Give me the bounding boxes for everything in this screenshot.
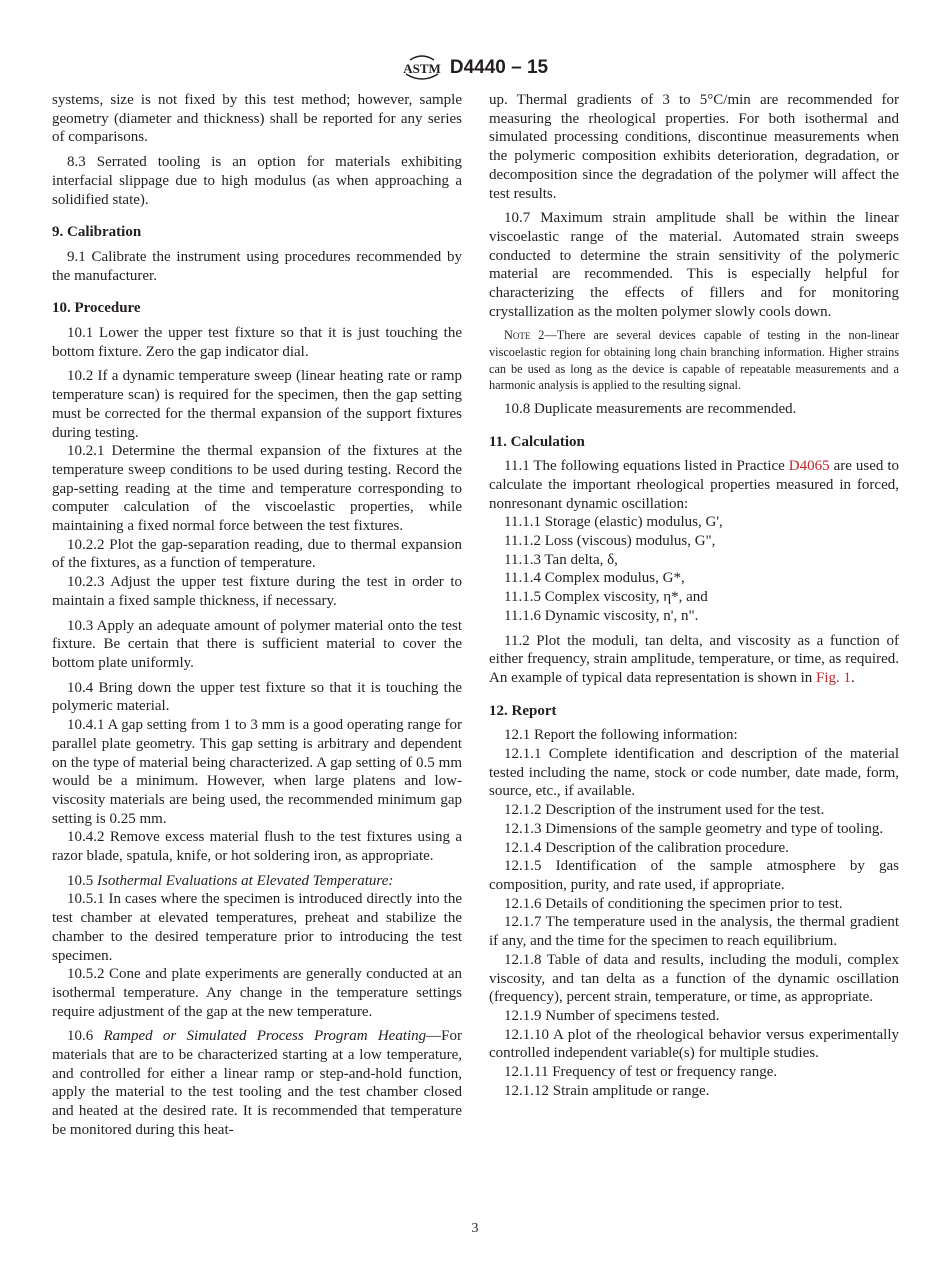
page-header xyxy=(0,54,950,82)
paragraph-group xyxy=(52,679,462,866)
section-heading: 11. Calculation xyxy=(489,433,585,450)
text-span: 12.1.3 Dimensions of the sample geometry and type of tooling. xyxy=(504,820,884,837)
text-span: 10.1 Lower the upper test fixture so that it is just touching the bottom fixture. Zero the gap indicator dial. xyxy=(52,325,462,360)
text-span: 10.7 Maximum strain amplitude shall be within the linear viscoelastic range of the material. Automated strain sweeps conducted to determine the strain sensitivity of the polymeric material are recommended. This is especially helpful for characterizing the effects of fillers and for monitoring crystallization as the molten polymer slowly cools down. xyxy=(489,210,899,320)
paragraph xyxy=(489,532,899,551)
paragraph xyxy=(52,828,462,865)
paragraph-group xyxy=(489,726,899,1100)
paragraph xyxy=(489,513,899,532)
text-span: 12.1.10 A plot of the rheological behavior versus experimentally controlled independent variable(s) for multiple studies. xyxy=(489,1026,899,1062)
paragraph xyxy=(489,1026,899,1063)
paragraph xyxy=(489,607,899,626)
text-span: 10.2.1 Determine the thermal expansion of the fixtures at the temperature sweep conditions to be used during testing. Record the gap-setting reading at the time and temperature corresponding to computer calculation of the viscoelastic properties, while maintaining a fixed normal force between the test fixtures. xyxy=(52,443,462,535)
text-span: 10.6 xyxy=(67,1028,104,1045)
document-designation: D4440 – 15 xyxy=(449,57,549,78)
paragraph xyxy=(489,820,899,839)
text-span: 11.1.2 Loss (viscous) modulus, G", xyxy=(504,533,716,550)
paragraph xyxy=(489,400,899,419)
text-span: —For materials that are to be characterized starting at a low temperature, and controlled for either a linear ramp or step-and-hold function, apply the material to the test tooling and the test chamber closed and heated at the desired rate. It is recommended that temperature be monitored during this heat- xyxy=(52,1028,463,1138)
paragraph-group xyxy=(52,617,462,673)
paragraph-group xyxy=(52,248,462,285)
paragraph xyxy=(489,726,899,745)
text-span: 12.1.4 Description of the calibration procedure. xyxy=(504,839,789,856)
section-heading: 12. Report xyxy=(489,702,557,719)
paragraph xyxy=(52,890,462,965)
text-span: . xyxy=(851,669,855,686)
text-span: 8.3 Serrated tooling is an option for materials exhibiting interfacial slippage due to high modulus (as when approaching a solidified state). xyxy=(52,154,462,208)
left-column xyxy=(52,91,462,1146)
text-span: Ramped or Simulated Process Program Heating xyxy=(103,1028,427,1045)
text-span: 11.1.5 Complex viscosity, η*, and xyxy=(504,589,708,606)
text-span: 11.1.1 Storage (elastic) modulus, G', xyxy=(504,514,723,531)
text-span: 12.1 Report the following information: xyxy=(504,727,738,744)
paragraph-group xyxy=(52,367,462,610)
paragraph xyxy=(489,91,899,203)
text-span: 10.4.1 A gap setting from 1 to 3 mm is a good operating range for parallel plate geometry. This gap setting is arbitrary and dependent on the type of material being characterized. A gap setting of 0.5 mm would be a minimum. However, when large platens and low-viscosity materials are being used, the recommended minimum gap setting is 0.25 mm. xyxy=(52,717,462,827)
paragraph-group xyxy=(489,400,899,419)
paragraph xyxy=(52,536,462,573)
text-span: 10.5.1 In cases where the specimen is introduced directly into the test chamber at elevated temperatures, preheat and stabilize the chamber to the desired temperature prior to introducing the test specimen. xyxy=(52,891,462,964)
paragraph-group xyxy=(489,209,899,321)
text-span: 12.1.11 Frequency of test or frequency range. xyxy=(504,1064,778,1081)
astm-logo xyxy=(402,54,442,82)
paragraph-group xyxy=(489,91,899,203)
text-span: 10.2 If a dynamic temperature sweep (linear heating rate or ramp temperature scan) is required for the specimen, then the gap setting must be corrected for the thermal expansion of the support fixtures during testing. xyxy=(52,368,462,441)
text-span: 10.5.2 Cone and plate experiments are generally conducted at an isothermal temperature. Any change in the temperature settings require adjustment of the gap at the new temperature. xyxy=(52,966,462,1020)
paragraph xyxy=(489,857,899,894)
text-span: 9.1 Calibrate the instrument using procedures recommended by the manufacturer. xyxy=(52,248,462,284)
reference-link[interactable]: D4065 xyxy=(788,458,830,475)
text-span: up. Thermal gradients of 3 to 5°C/min are recommended for measuring the rheological properties. For both isothermal and simulated processing conditions, discontinue measurements when the polymeric composition exhibits deterioration, degradation, or decomposition since the degradation of the polymer will affect the test results. xyxy=(489,92,899,202)
text-span: 12.1.7 The temperature used in the analysis, the thermal gradient if any, and the time for the specimen to reach equilibrium. xyxy=(489,914,899,950)
paragraph xyxy=(489,1007,899,1026)
paragraph-group xyxy=(52,1027,462,1139)
paragraph xyxy=(489,839,899,858)
note-label: Note 2 xyxy=(504,328,545,343)
paragraph xyxy=(52,965,462,1021)
text-span: Isothermal Evaluations at Elevated Temperature: xyxy=(97,872,394,889)
paragraph xyxy=(489,588,899,607)
paragraph-group xyxy=(52,872,462,1022)
paragraph xyxy=(52,573,462,610)
text-span: 10.4.2 Remove excess material flush to the test fixtures using a razor blade, spatula, knife, or hot soldering iron, as appropriate. xyxy=(52,829,462,865)
text-span: 12.1.2 Description of the instrument used for the test. xyxy=(504,802,825,819)
paragraph-group xyxy=(489,632,899,688)
reference-link[interactable]: Fig. 1 xyxy=(816,669,852,686)
paragraph xyxy=(489,895,899,914)
paragraph xyxy=(52,1027,462,1139)
paragraph xyxy=(52,91,462,147)
text-span: 12.1.1 Complete identification and description of the material tested including the name, stock or code number, date made, form, source, etc., if available. xyxy=(489,746,899,800)
note xyxy=(489,327,899,393)
paragraph-group xyxy=(52,91,462,147)
svg-text:ASTM: ASTM xyxy=(403,61,441,76)
paragraph xyxy=(489,745,899,801)
paragraph xyxy=(52,442,462,536)
paragraph xyxy=(52,617,462,673)
text-span: 10.4 Bring down the upper test fixture so that it is touching the polymeric material. xyxy=(52,679,462,715)
paragraph-group xyxy=(489,457,899,625)
text-span: 12.1.6 Details of conditioning the specimen prior to test. xyxy=(504,895,843,912)
text-span: 10.8 Duplicate measurements are recommended. xyxy=(504,400,797,417)
paragraph xyxy=(52,248,462,285)
note-text: —There are several devices capable of testing in the non-linear viscoelastic region for obtaining long chain branching information. Higher strains can be used as long as the device is capable of repeatable measurements and a harmonic analysis is applied to the resulting signal. xyxy=(489,328,899,393)
text-span: 10.2.2 Plot the gap-separation reading, due to thermal expansion of the fixtures, as a function of temperature. xyxy=(52,536,462,572)
section-heading: 10. Procedure xyxy=(52,300,141,317)
text-span: 11.1.6 Dynamic viscosity, n', n". xyxy=(504,607,699,624)
section-heading: 9. Calibration xyxy=(52,224,142,241)
paragraph-group xyxy=(52,153,462,209)
paragraph xyxy=(489,209,899,321)
text-span: 10.5 xyxy=(67,872,97,889)
right-column xyxy=(489,91,899,1106)
paragraph xyxy=(52,367,462,442)
text-span: systems, size is not fixed by this test method; however, sample geometry (diameter and thickness) shall be reported for any series of comparisons. xyxy=(52,92,462,146)
paragraph xyxy=(489,551,899,570)
paragraph xyxy=(52,872,462,891)
text-span: 12.1.9 Number of specimens tested. xyxy=(504,1007,720,1024)
paragraph xyxy=(489,913,899,950)
text-span: are used to calculate the important rheological properties measured in forced, nonresonant dynamic oscillation: xyxy=(489,458,899,512)
text-span: 11.2 Plot the moduli, tan delta, and viscosity as a function of either frequency, strain amplitude, temperature, or time, as required. An example of typical data representation is shown in xyxy=(489,632,899,686)
paragraph xyxy=(489,1063,899,1082)
text-span: 10.2.3 Adjust the upper test fixture during the test in order to maintain a fixed sample thickness, if necessary. xyxy=(52,574,462,609)
paragraph xyxy=(489,569,899,588)
text-span: 12.1.8 Table of data and results, including the moduli, complex viscosity, and tan delta as a function of the dynamic oscillation (frequency), percent strain, temperature, or time, as appropriate. xyxy=(489,951,899,1006)
text-span: 12.1.5 Identification of the sample atmosphere by gas composition, purity, and rate used, if appropriate. xyxy=(489,858,899,893)
paragraph xyxy=(52,679,462,716)
paragraph xyxy=(489,632,899,688)
paragraph xyxy=(489,1082,899,1101)
text-span: 11.1 The following equations listed in Practice xyxy=(504,458,789,475)
text-span: 11.1.3 Tan delta, δ, xyxy=(504,551,618,568)
text-span: 12.1.12 Strain amplitude or range. xyxy=(504,1082,710,1099)
paragraph xyxy=(489,801,899,820)
text-span: 10.3 Apply an adequate amount of polymer material onto the test fixture. Be certain that there is sufficient material to cover the bottom plate uniformly. xyxy=(52,617,462,671)
page-number: 3 xyxy=(471,1221,479,1236)
paragraph-group xyxy=(52,324,462,361)
text-span: 11.1.4 Complex modulus, G*, xyxy=(504,570,685,587)
paragraph xyxy=(52,153,462,209)
paragraph xyxy=(489,457,899,513)
paragraph xyxy=(52,324,462,361)
paragraph xyxy=(52,716,462,828)
paragraph xyxy=(489,951,899,1007)
